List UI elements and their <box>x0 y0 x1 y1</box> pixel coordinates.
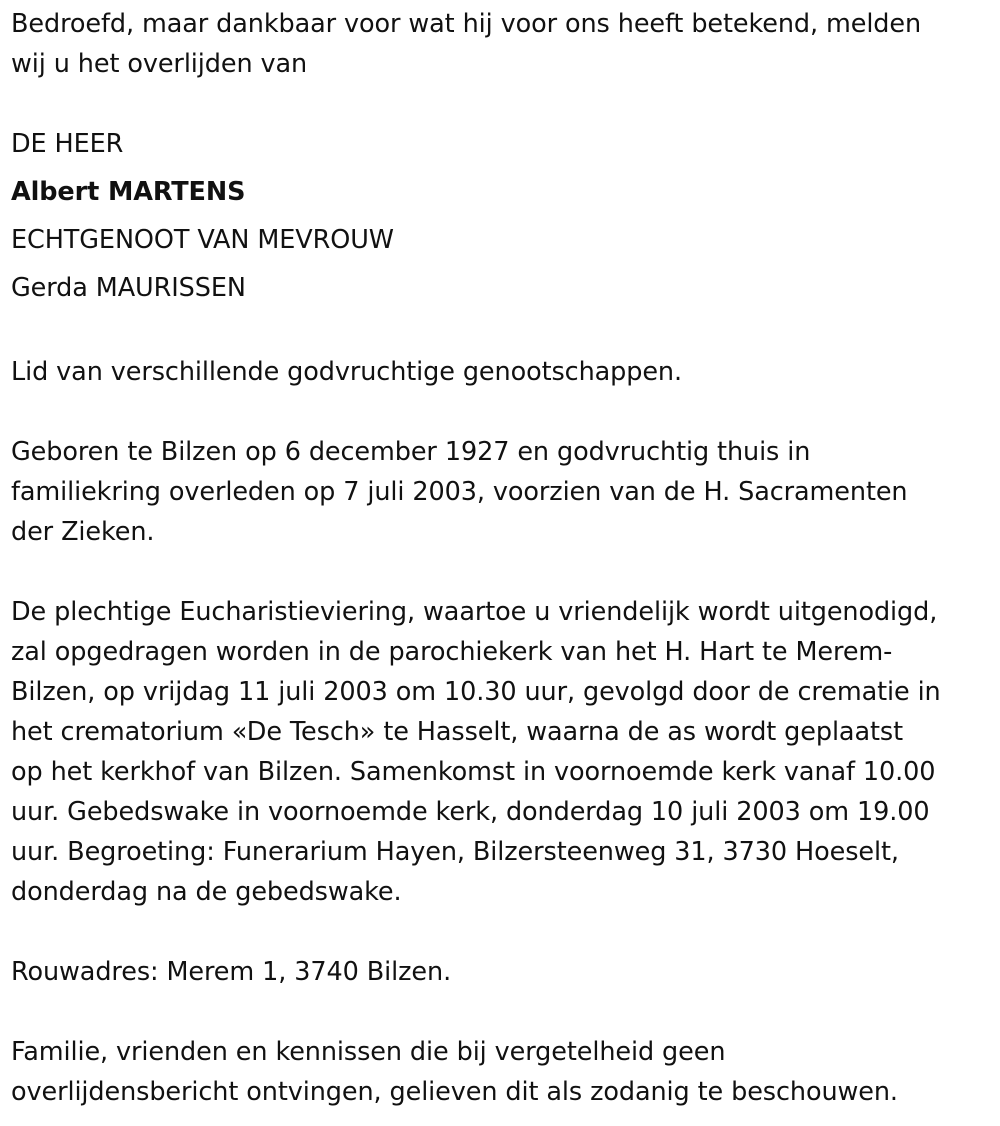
membership-paragraph: Lid van verschillende godvruchtige genootschappen. <box>11 357 682 387</box>
paragraph-spacer <box>11 912 990 952</box>
ceremony-paragraph: De plechtige Eucharistieviering, waartoe u vriendelijk wordt uitgenodigd, zal opgedragen worden in de parochiekerk van het H. Hart te Merem- Bilzen, op vrijdag 11 juli 2003 om 10.30 uur, gevolgd door de crematie in het crematorium «De Tesch» te Hasselt, waarna de as wordt geplaatst op het kerkhof van Bilzen. Samenkomst in voornoemde kerk vanaf 10.00 uur. Gebedswake in voornoemde kerk, donderdag 10 juli 2003 om 19.00 uur. Begroeting: Funerarium Hayen, Bilzersteenweg 31, 3730 Hoeselt, donderdag na de gebedswake. <box>11 597 941 907</box>
address-paragraph: Rouwadres: Merem 1, 3740 Bilzen. <box>11 957 452 987</box>
deceased-name: Albert MARTENS <box>11 177 246 207</box>
birth-death-paragraph: Geboren te Bilzen op 6 december 1927 en godvruchtig thuis in familiekring overleden op 7 juli 2003, voorzien van de H. Sacramenten der Zieken. <box>11 437 908 547</box>
deceased-title: DE HEER <box>11 129 124 159</box>
paragraph-spacer <box>11 392 990 432</box>
paragraph-spacer <box>11 84 990 124</box>
deceased-name-block <box>11 120 990 312</box>
paragraph-spacer <box>11 312 990 352</box>
intro-paragraph: Bedroefd, maar dankbaar voor wat hij voor ons heeft betekend, melden wij u het overlijden van <box>11 9 922 79</box>
paragraph-spacer <box>11 992 990 1032</box>
spouse-name: Gerda MAURISSEN <box>11 273 246 303</box>
closing-paragraph: Familie, vrienden en kennissen die bij vergetelheid geen overlijdensbericht ontvingen, gelieven dit als zodanig te beschouwen. <box>11 1037 898 1107</box>
paragraph-spacer <box>11 552 990 592</box>
deceased-relation: ECHTGENOOT VAN MEVROUW <box>11 225 394 255</box>
